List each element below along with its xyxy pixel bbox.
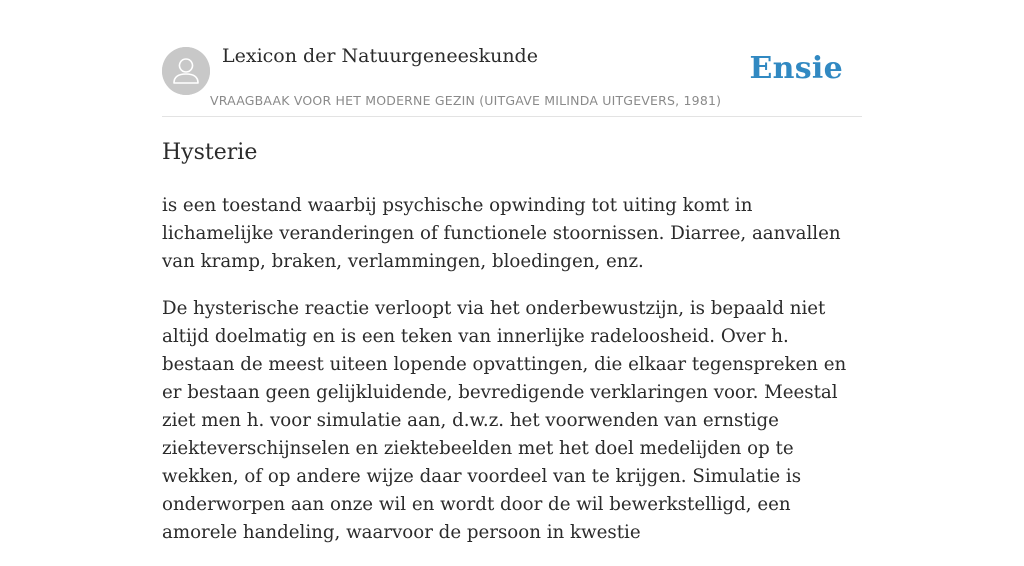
user-icon[interactable] (162, 47, 210, 95)
source-subtitle: VRAAGBAAK VOOR HET MODERNE GEZIN (UITGAVE MILINDA UITGEVERS, 1981) (210, 93, 722, 108)
entry-paragraph: is een toestand waarbij psychische opwinding tot uiting komt in lichamelijke veranderingen of functionele stoornissen. Diarree, aanvallen van kramp, braken, verlammingen, bloedingen, enz. (162, 195, 841, 272)
entry-paragraph: De hysterische reactie verloopt via het onderbewustzijn, is bepaald niet altijd doelmatig en is een teken van innerlijke radeloosheid. Over h. bestaan de meest uiteen lopende opvattingen, die elkaar tegenspreken en er bestaan geen gelijkluidende, bevredigende verklaringen voor. Meestal ziet men h. voor simulatie aan, d.w.z. het voorwenden van ernstige ziekteverschijnselen en ziektebeelden met het doel medelijden op te wekken, of op andere wijze daar voordeel van te krijgen. Simulatie is onderworpen aan onze wil en wordt door de wil bewerkstelligd, een amorele handeling, waarvoor de persoon in kwestie (162, 298, 847, 543)
source-header (162, 0, 862, 117)
brand-logo[interactable]: Ensie (749, 51, 843, 86)
entry-title: Hysterie (162, 140, 258, 165)
entry-content (162, 192, 862, 566)
source-title[interactable]: Lexicon der Natuurgeneeskunde (222, 45, 538, 67)
